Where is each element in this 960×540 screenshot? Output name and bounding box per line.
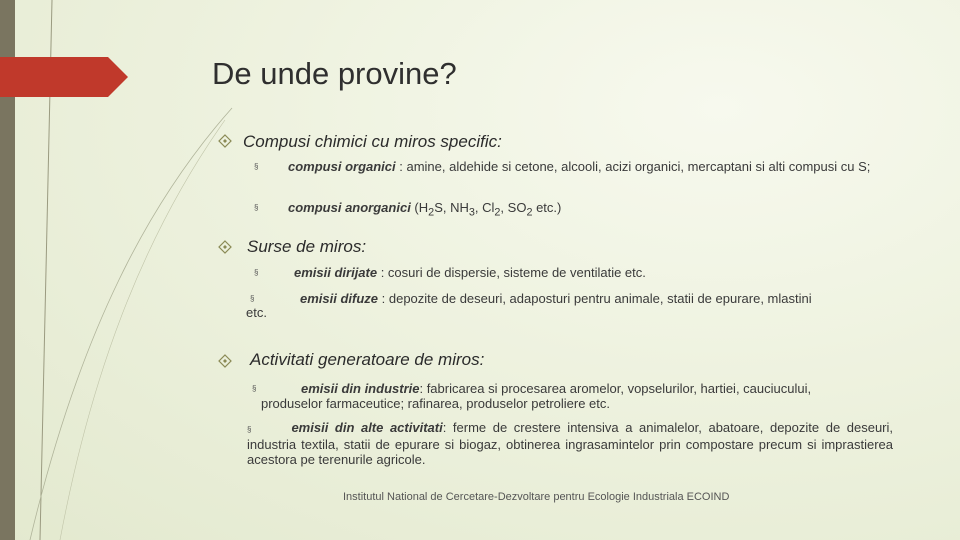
square-bullet-icon: § [254,162,259,171]
item-text: : ferme de crestere intensiva a animalelor, abatoare, depozite de deseuri, industria textila, statii de epurare si biogaz, obtinerea ingrasamintelor prin compostare precum si imprastierea acestora pe terenurile agricole. [247,420,894,467]
item-label: compusi anorganici [288,200,411,215]
item-label: emisii dirijate [294,265,378,280]
item-label: emisii din industrie [301,381,420,396]
item-text: : cosuri de dispersie, sisteme de ventilatie etc. [377,265,646,280]
section-heading-compounds: Compusi chimici cu miros specific: [243,132,502,151]
list-item-organic [288,159,894,174]
item-text: : amine, aldehide si cetone, alcooli, acizi organici, mercaptani si alti compusi cu S; [395,159,871,174]
diamond-bullet-icon [218,240,232,254]
item-label: compusi organici [288,159,396,174]
title-accent-tab [0,57,130,97]
item-continuation: produselor farmaceutice; rafinarea, produselor petroliere etc. [261,396,611,411]
list-item-inorganic: compusi anorganici ($H_2S$, $NH_3$, $Cl_2$, $SO_2$ etc.) [288,200,562,219]
square-bullet-icon: § [252,384,257,393]
page-title: De unde provine? [212,56,457,91]
square-bullet-icon: § [254,268,259,277]
list-item-diffuse-emissions [300,291,900,306]
square-bullet-icon: § [254,203,259,212]
diamond-bullet-icon [218,354,232,368]
item-label: emisii din alte activitati [291,420,443,435]
item-text: : fabricarea si procesarea aromelor, vopselurilor, hartiei, cauciucului, [419,381,812,396]
list-item-other-emissions [247,420,893,467]
list-item-directed-emissions [294,265,646,280]
item-label: emisii difuze [300,291,379,306]
item-continuation: etc. [246,305,267,320]
square-bullet-icon: § [250,294,255,303]
diamond-bullet-icon [218,134,232,148]
footer-institution: Institutul National de Cercetare-Dezvoltare pentru Ecologie Industriala ECOIND [343,491,730,503]
item-text: : depozite de deseuri, adaposturi pentru animale, statii de epurare, mlastini [378,291,812,306]
section-heading-activities: Activitati generatoare de miros: [250,350,485,369]
section-heading-sources: Surse de miros: [247,237,367,256]
list-item-industry-emissions [301,381,897,396]
square-bullet-icon: § [247,425,252,434]
